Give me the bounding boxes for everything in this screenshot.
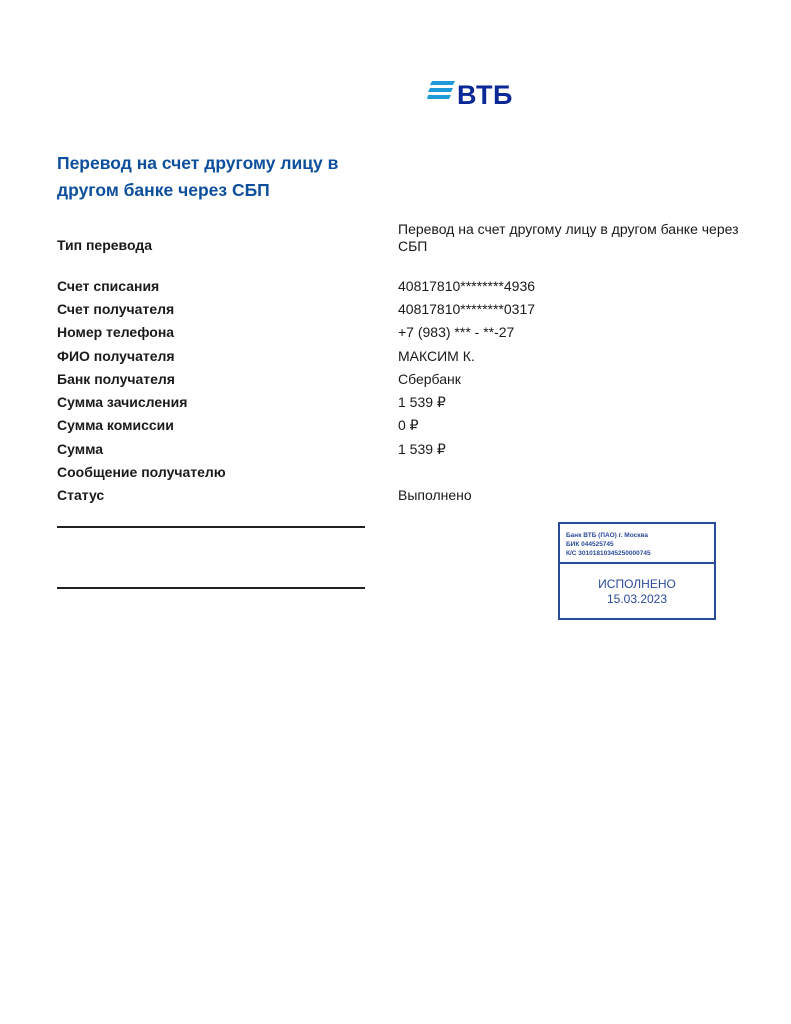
- stamp-correspondent-account: К/С 30101810345250000745: [566, 550, 651, 557]
- detail-label: Номер телефона: [57, 324, 175, 340]
- stamp-status: ИСПОЛНЕНО: [598, 577, 676, 591]
- detail-value: 1 539 ₽: [398, 441, 446, 457]
- stamp-bik: БИК 044525745: [566, 541, 614, 548]
- detail-value: 40817810********0317: [398, 301, 536, 317]
- detail-label: ФИО получателя: [57, 348, 175, 364]
- stamp-date: 15.03.2023: [606, 592, 668, 606]
- signature-line: [57, 587, 365, 589]
- detail-value: Сбербанк: [398, 371, 461, 387]
- detail-label: Банк получателя: [57, 371, 175, 387]
- stamp-bank-name: Банк ВТБ (ПАО) г. Москва: [566, 532, 648, 539]
- detail-label: Тип перевода: [57, 237, 153, 253]
- stamp-status-block: [560, 564, 714, 607]
- detail-value: МАКСИМ К.: [398, 348, 475, 364]
- detail-label: Счет получателя: [57, 301, 175, 317]
- bank-stamp: [558, 522, 716, 620]
- detail-value: +7 (983) *** - **-27: [398, 324, 515, 340]
- detail-label: Сообщение получателю: [57, 464, 226, 480]
- transfer-details: [57, 219, 757, 503]
- detail-value: 1 539 ₽: [398, 394, 446, 410]
- detail-label: Сумма зачисления: [57, 394, 188, 410]
- document-title: Перевод на счет другому лицу в другом банке через СБП: [57, 153, 339, 200]
- detail-label: Сумма комиссии: [57, 417, 174, 433]
- detail-label: Счет списания: [57, 278, 160, 294]
- detail-label: Сумма: [57, 441, 104, 457]
- signature-line: [57, 526, 365, 528]
- detail-row-value: [57, 219, 757, 253]
- vtb-logo: [427, 76, 517, 112]
- detail-value: Перевод на счет другому лицу в другом банке через СБП: [398, 221, 739, 254]
- stamp-bank-info: [560, 524, 714, 564]
- detail-label: Статус: [57, 487, 105, 503]
- logo-text: ВТБ: [457, 80, 513, 110]
- detail-value: Выполнено: [398, 487, 472, 503]
- detail-value: 40817810********4936: [398, 278, 536, 294]
- detail-value: 0 ₽: [398, 417, 419, 433]
- vtb-stripes-icon: [427, 76, 457, 106]
